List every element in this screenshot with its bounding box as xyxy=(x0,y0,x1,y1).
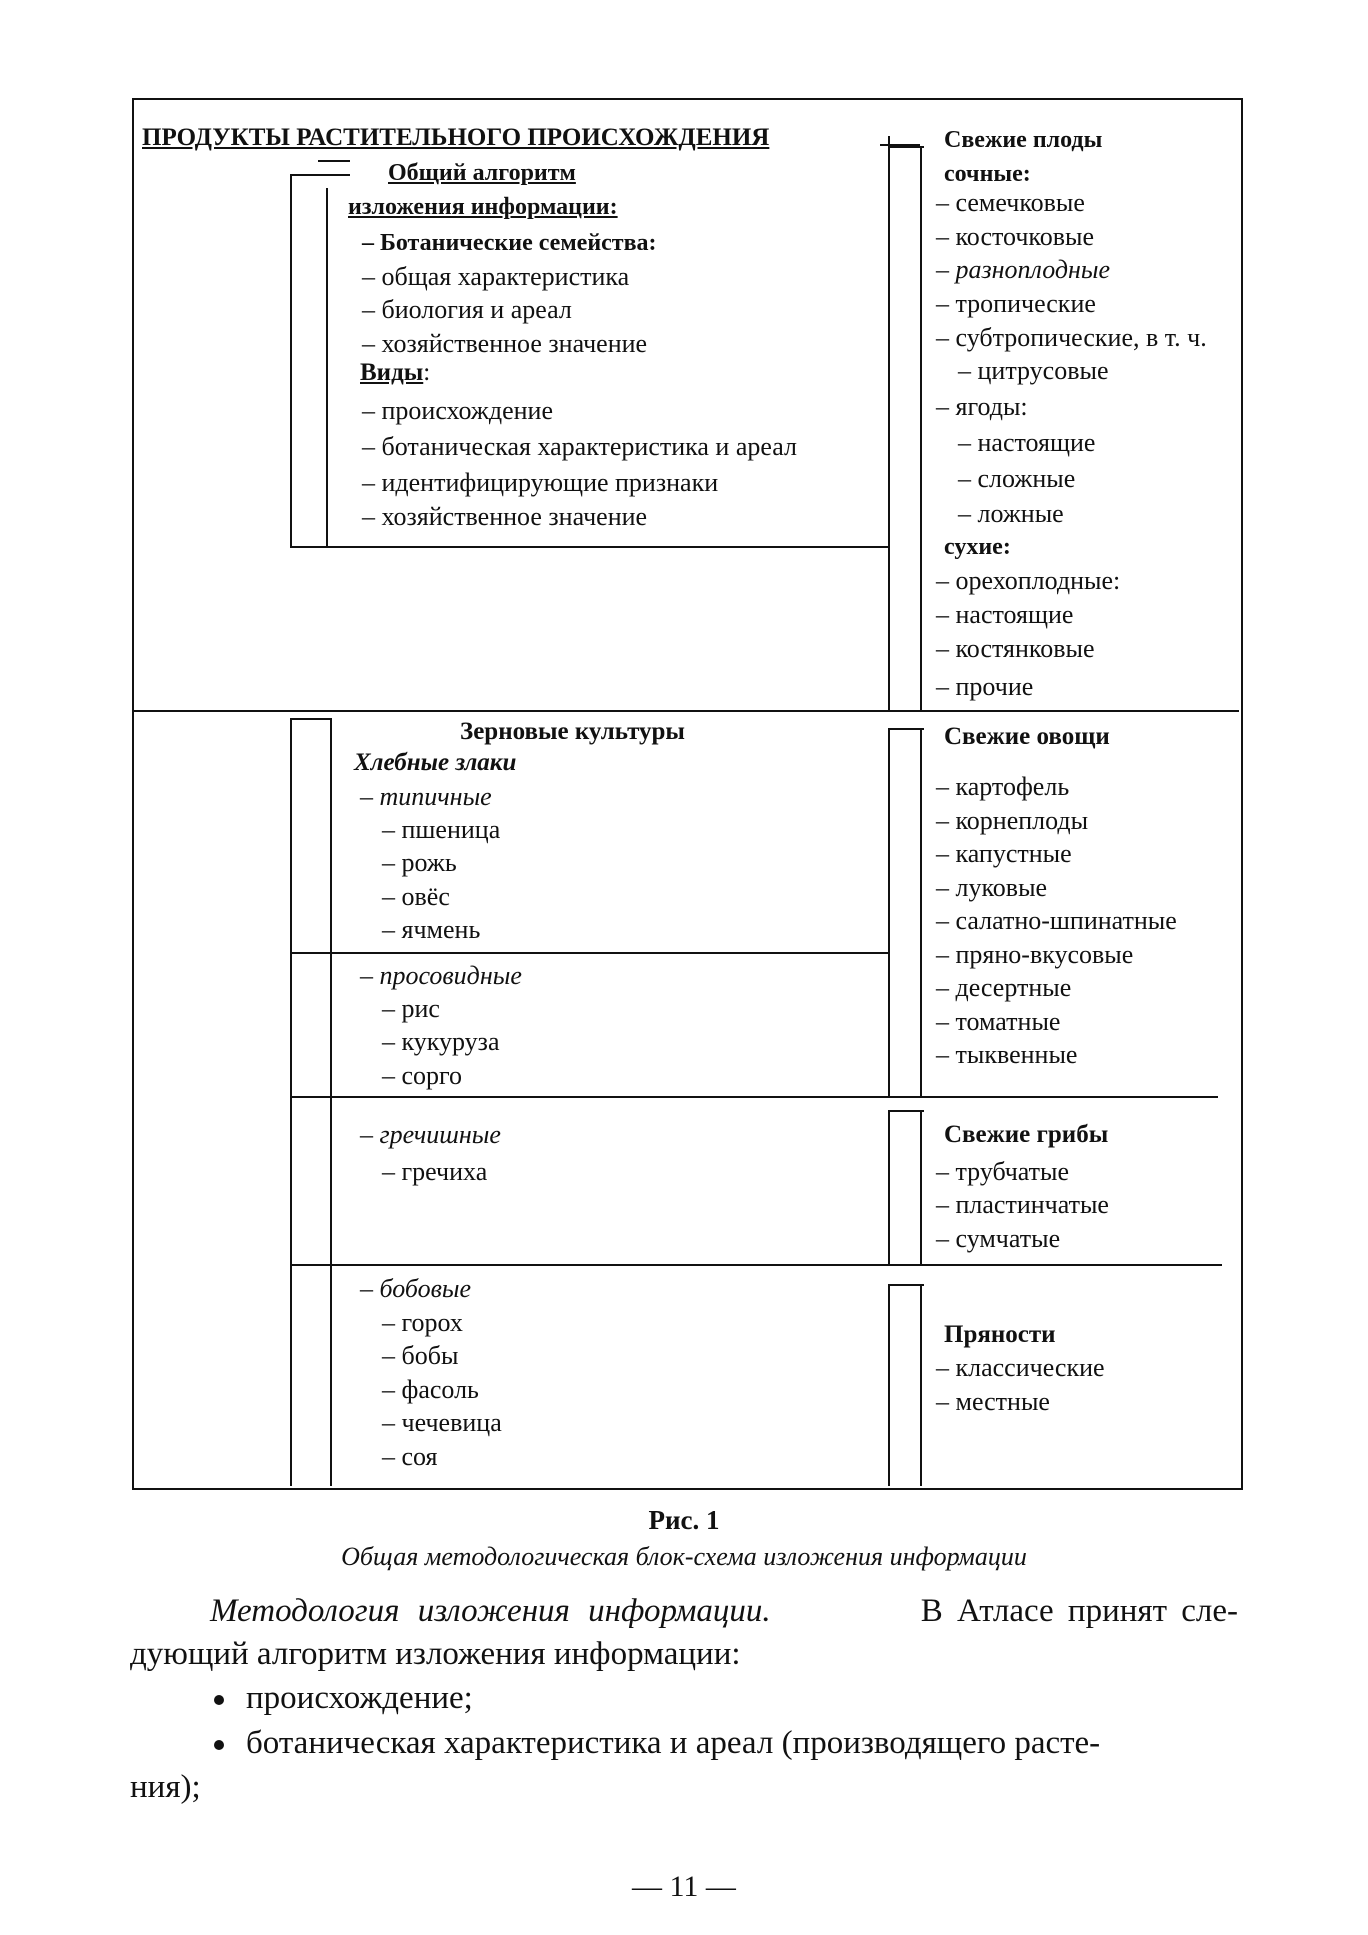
veg-bracket-right xyxy=(920,728,922,1096)
bullet-icon xyxy=(214,1695,224,1705)
grains-legumes: – бобовые xyxy=(360,1274,472,1303)
veg-item: – томатные xyxy=(936,1007,1061,1036)
species-header: Виды: xyxy=(360,359,431,386)
algo-bracket-top-long xyxy=(290,174,350,176)
grains-buckwheat: – гречишные xyxy=(360,1120,501,1149)
algo-bracket-left-1 xyxy=(290,174,292,546)
grain-item: – бобы xyxy=(382,1341,459,1370)
veg-item: – картофель xyxy=(936,772,1070,801)
algo-title-1: Общий алгоритм xyxy=(388,160,576,186)
veg-item: – пряно-вкусовые xyxy=(936,940,1134,969)
figure-caption-title: Рис. 1 xyxy=(648,1505,720,1535)
grains-divider-3 xyxy=(290,1264,1222,1266)
fruits-juicy: сочные: xyxy=(944,161,1031,187)
fruits-dry: сухие: xyxy=(944,534,1011,560)
algo-bracket-left-2 xyxy=(326,188,328,546)
species-item-4: – хозяйственное значение xyxy=(362,502,648,531)
fruit-item: – семечковые xyxy=(936,188,1085,217)
bullet-icon xyxy=(214,1740,224,1750)
spice-bracket-left xyxy=(888,1284,890,1486)
fruits-title: Свежие плоды xyxy=(944,127,1103,153)
grains-millet: – просовидные xyxy=(360,961,522,990)
grain-item: – овёс xyxy=(382,882,450,911)
grain-item: – рис xyxy=(382,994,440,1023)
top-bottom-divider xyxy=(132,710,1239,712)
grain-item: – чечевица xyxy=(382,1408,502,1437)
grain-item: – пшеница xyxy=(382,815,501,844)
grain-item: – рожь xyxy=(382,848,457,877)
mush-title: Свежие грибы xyxy=(944,1121,1109,1148)
spice-item: – классические xyxy=(936,1353,1105,1382)
families-item-3: – хозяйственное значение xyxy=(362,329,648,358)
grain-item: – сорго xyxy=(382,1061,463,1090)
spice-bracket-top xyxy=(888,1284,924,1286)
fruit-item: – косточковые xyxy=(936,222,1095,251)
species-item-2: – ботаническая характеристика и ареал xyxy=(362,432,797,461)
berry-item: – сложные xyxy=(958,464,1076,493)
main-title: ПРОДУКТЫ РАСТИТЕЛЬНОГО ПРОИСХОЖДЕНИЯ xyxy=(142,124,770,151)
families-item-1: – общая характеристика xyxy=(362,262,630,291)
mush-bracket-left xyxy=(888,1110,890,1264)
veg-item: – луковые xyxy=(936,873,1048,902)
families-header: – Ботанические семейства: xyxy=(362,230,657,256)
veg-item: – корнеплоды xyxy=(936,806,1089,835)
mush-bracket-top xyxy=(888,1110,924,1112)
grains-divider-1 xyxy=(290,952,890,954)
figure-caption-subtitle: Общая методологическая блок-схема изложения информации xyxy=(341,1542,1027,1571)
fruits-bracket-left xyxy=(888,146,890,710)
fruits-bracket-right xyxy=(920,146,922,710)
dry-item: – орехоплодные: xyxy=(936,566,1121,595)
families-item-2: – биология и ареал xyxy=(362,295,572,324)
body-paragraph-line2: дующий алгоритм изложения информации: xyxy=(130,1636,741,1672)
grains-bracket-right xyxy=(330,718,332,1486)
fruits-bracket-top xyxy=(888,146,924,148)
grain-item: – ячмень xyxy=(382,915,481,944)
spice-item: – местные xyxy=(936,1387,1050,1416)
grains-bracket-top xyxy=(290,718,332,720)
bullet-item-2-cont: ния); xyxy=(130,1769,201,1805)
grains-subtitle: Хлебные злаки xyxy=(354,749,517,776)
mush-item: – сумчатые xyxy=(936,1224,1061,1253)
page-number: — 11 — xyxy=(632,1870,736,1903)
species-item-3: – идентифицирующие признаки xyxy=(362,468,719,497)
veg-bracket-left xyxy=(888,728,890,1096)
fruit-berries: – ягоды: xyxy=(936,392,1028,421)
berry-item: – настоящие xyxy=(958,428,1096,457)
grains-typical: – типичные xyxy=(360,782,492,811)
grains-divider-2 xyxy=(290,1096,1218,1098)
dry-item: – костянковые xyxy=(936,634,1095,663)
spice-bracket-right xyxy=(920,1284,922,1486)
mush-bracket-right xyxy=(920,1110,922,1264)
grain-item: – горох xyxy=(382,1308,463,1337)
mush-item: – пластинчатые xyxy=(936,1190,1109,1219)
berry-item: – ложные xyxy=(958,499,1064,528)
bullet-item-1: происхождение; xyxy=(214,1677,473,1719)
mush-item: – трубчатые xyxy=(936,1157,1070,1186)
grains-bracket-left xyxy=(290,718,292,1486)
bullet-item-2: ботаническая характеристика и ареал (производящего расте- xyxy=(214,1722,1238,1764)
grain-item: – фасоль xyxy=(382,1375,479,1404)
veg-title: Свежие овощи xyxy=(944,723,1110,750)
veg-item: – тыквенные xyxy=(936,1040,1078,1069)
veg-item: – капустные xyxy=(936,839,1072,868)
veg-item: – десертные xyxy=(936,973,1072,1002)
grains-title: Зерновые культуры xyxy=(460,718,685,745)
grain-item: – гречиха xyxy=(382,1157,488,1186)
algo-bracket-top-short xyxy=(318,160,350,162)
grain-item: – кукуруза xyxy=(382,1027,500,1056)
fruit-item: – тропические xyxy=(936,289,1096,318)
fruit-item: – субтропические, в т. ч. xyxy=(936,323,1207,352)
algo-box-bottom xyxy=(290,546,890,548)
grain-item: – соя xyxy=(382,1442,438,1471)
species-item-1: – происхождение xyxy=(362,396,553,425)
fruit-item: – разноплодные xyxy=(936,255,1111,284)
body-paragraph-line1: Методология изложения информации. В Атласе принят сле- xyxy=(210,1593,1238,1629)
spice-title: Пряности xyxy=(944,1321,1056,1348)
fruit-citrus: – цитрусовые xyxy=(958,356,1109,385)
veg-item: – салатно-шпинатные xyxy=(936,906,1177,935)
dry-item: – настоящие xyxy=(936,600,1074,629)
veg-bracket-top xyxy=(888,728,924,730)
algo-title-2: изложения информации: xyxy=(348,194,618,220)
dry-item: – прочие xyxy=(936,672,1034,701)
